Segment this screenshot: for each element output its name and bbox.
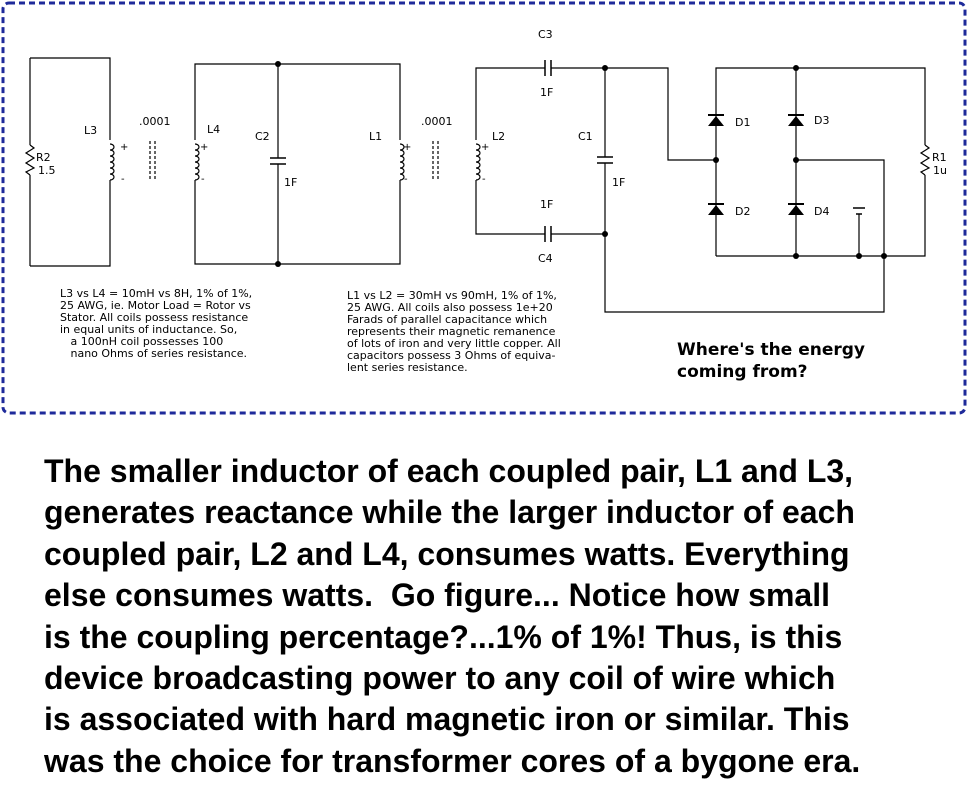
label-l2: L2 — [492, 130, 506, 143]
capacitor-c4 — [545, 226, 551, 242]
resistor-r2 — [26, 145, 34, 175]
explanation-paragraph: The smaller inductor of each coupled pair, L1 and L3, generates reactance while the larger inductor of each coupled pair, L2 and L4, consumes watts. Everything else consumes watts. Go figure... Notice how small is the coupling percentage?...1% of 1%! Thus, is this device broadcasting power to any coil of wire which is associated with hard magnetic iron or similar. This was the choice for transformer cores of a bygone era. — [44, 453, 861, 779]
label-coupling-left: .0001 — [139, 115, 171, 128]
label-coupling-right: .0001 — [421, 115, 453, 128]
diode-d2-icon — [708, 204, 724, 215]
diode-d3-icon — [788, 115, 804, 126]
label-c3: C3 — [538, 28, 553, 41]
pin-plus: + — [200, 142, 209, 153]
pin-plus: + — [120, 142, 129, 153]
inductor-l3-icon — [110, 144, 114, 180]
value-r2: 1.5 — [38, 164, 56, 177]
value-c3: 1F — [540, 86, 554, 99]
junction-dot — [602, 231, 608, 237]
transformer-core-left-icon — [150, 141, 155, 181]
label-d3: D3 — [814, 114, 830, 127]
inductor-l2-icon — [476, 144, 480, 180]
diode-d4-icon — [788, 204, 804, 215]
value-c1: 1F — [612, 176, 626, 189]
value-r1: 1u — [933, 164, 947, 177]
pin-minus: - — [121, 174, 125, 185]
junction-dot — [602, 65, 608, 71]
question-text: Where's the energy coming from? — [677, 340, 866, 382]
label-c4: C4 — [538, 252, 553, 265]
value-c2: 1F — [284, 176, 298, 189]
label-r2: R2 — [36, 151, 51, 164]
value-c4: 1F — [540, 198, 554, 211]
bridge-junctions — [713, 65, 887, 259]
label-l1: L1 — [369, 130, 383, 143]
inductor-l4-icon — [195, 144, 199, 180]
battery-icon — [853, 208, 865, 214]
transformer-core-right-icon — [433, 141, 438, 181]
label-l3: L3 — [84, 124, 98, 137]
pin-minus: - — [201, 174, 205, 185]
capacitor-c2 — [270, 158, 286, 164]
label-c2: C2 — [255, 130, 270, 143]
junction-dot — [275, 261, 281, 267]
label-r1: R1 — [932, 151, 947, 164]
label-d1: D1 — [735, 116, 751, 129]
capacitor-c3 — [545, 60, 551, 76]
label-c1: C1 — [578, 130, 593, 143]
pin-plus: + — [481, 142, 490, 153]
capacitor-c1 — [597, 157, 613, 163]
pin-minus: - — [482, 174, 486, 185]
junction-dot — [275, 61, 281, 67]
note-right: L1 vs L2 = 30mH vs 90mH, 1% of 1%, 25 AWG. All coils also possess 1e+20 Farads of parallel capacitance which represents their magnetic remanence of lots of iron and very little copper. All capacitors possess 3 Ohms of equiva- lent series resistance. — [347, 289, 561, 374]
label-d4: D4 — [814, 205, 830, 218]
note-left: L3 vs L4 = 10mH vs 8H, 1% of 1%, 25 AWG, ie. Motor Load = Rotor vs Stator. All coils possess resistance in equal units of inductance. So, a 100nH coil possesses 100 nano Ohms of series resistance. — [60, 287, 253, 360]
label-d2: D2 — [735, 205, 751, 218]
resistor-r1 — [921, 145, 929, 175]
pin-minus: - — [404, 174, 408, 185]
wires-right-tank — [476, 68, 884, 312]
wires-bridge — [716, 68, 925, 256]
pin-plus: + — [403, 142, 412, 153]
wires-tank — [195, 64, 400, 264]
label-l4: L4 — [207, 123, 221, 136]
diode-d1-icon — [708, 115, 724, 126]
